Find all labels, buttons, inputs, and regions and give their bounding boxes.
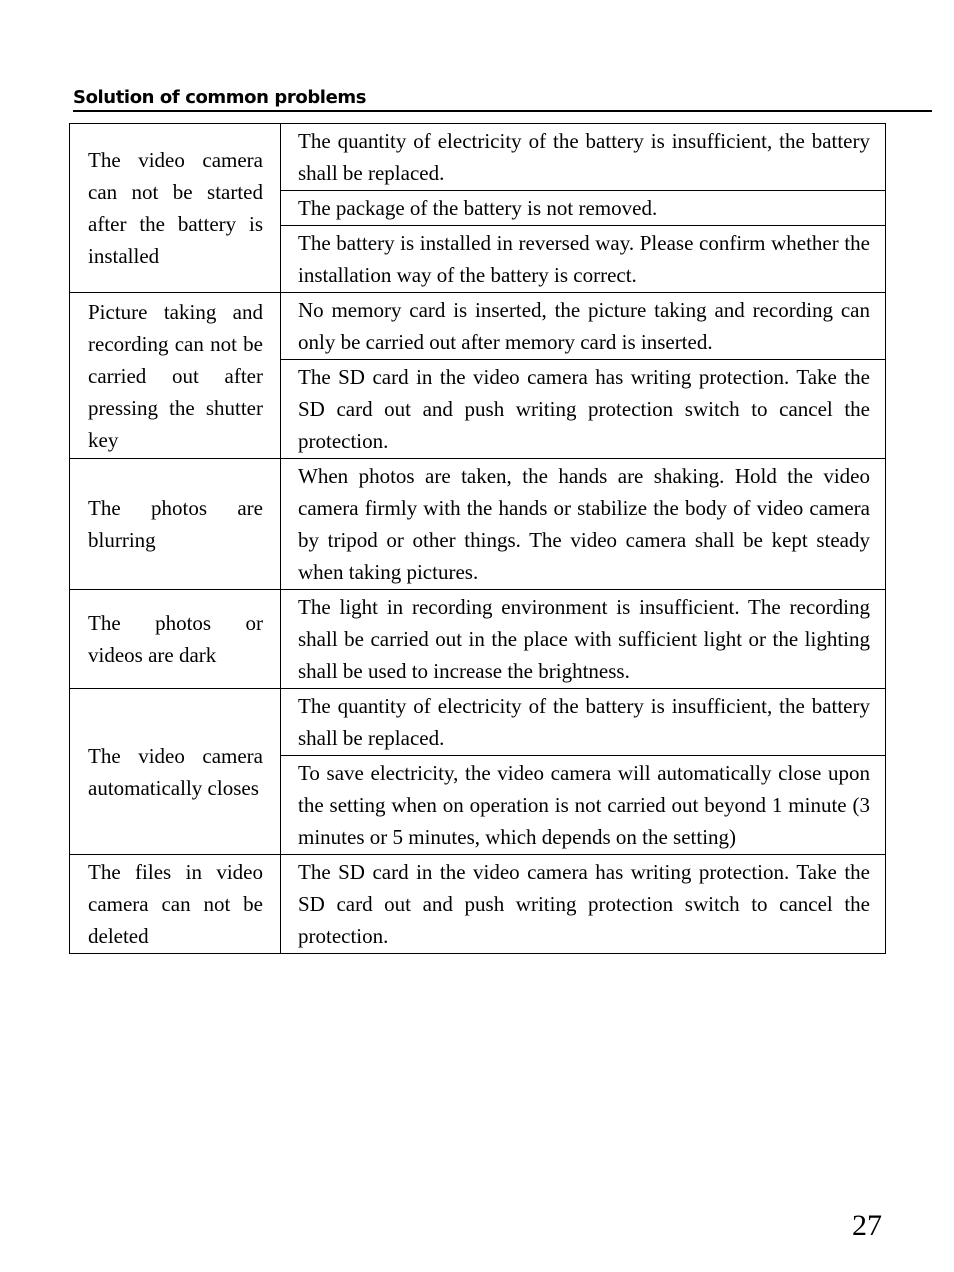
table-row <box>70 459 886 590</box>
problems-table <box>69 123 886 954</box>
solution-cell: When photos are taken, the hands are shaking. Hold the video camera firmly with the hands or stabilize the body of video camera by tripod or other things. The video camera shall be kept steady when taking pictures. <box>281 459 886 590</box>
table-row <box>70 590 886 689</box>
table-row <box>70 293 886 360</box>
table-row <box>70 124 886 191</box>
solution-cell: No memory card is inserted, the picture taking and recording can only be carried out after memory card is inserted. <box>281 293 886 360</box>
problem-cell: The photos are blurring <box>70 459 281 590</box>
solution-cell: The SD card in the video camera has writing protection. Take the SD card out and push writing protection switch to cancel the protection. <box>281 855 886 954</box>
solution-cell: The light in recording environment is insufficient. The recording shall be carried out in the place with sufficient light or the lighting shall be used to increase the brightness. <box>281 590 886 689</box>
page-number: 27 <box>852 1209 882 1242</box>
solution-cell: The battery is installed in reversed way. Please confirm whether the installation way of the battery is correct. <box>281 226 886 293</box>
problem-cell: The photos or videos are dark <box>70 590 281 689</box>
solution-cell: The quantity of electricity of the battery is insufficient, the battery shall be replaced. <box>281 124 886 191</box>
solution-cell: The package of the battery is not removed. <box>281 191 886 226</box>
heading-rule <box>73 86 932 112</box>
solution-cell: To save electricity, the video camera will automatically close upon the setting when on operation is not carried out beyond 1 minute (3 minutes or 5 minutes, which depends on the setting) <box>281 756 886 855</box>
solution-cell: The SD card in the video camera has writing protection. Take the SD card out and push writing protection switch to cancel the protection. <box>281 360 886 459</box>
problem-cell: The video camera can not be started after the battery is installed <box>70 124 281 293</box>
table-row <box>70 855 886 954</box>
solution-cell: The quantity of electricity of the battery is insufficient, the battery shall be replaced. <box>281 689 886 756</box>
table-row <box>70 689 886 756</box>
problem-cell: The video camera automatically closes <box>70 689 281 855</box>
problem-cell: Picture taking and recording can not be carried out after pressing the shutter key <box>70 293 281 459</box>
problem-cell: The files in video camera can not be deleted <box>70 855 281 954</box>
section-heading: Solution of common problems <box>73 87 367 108</box>
